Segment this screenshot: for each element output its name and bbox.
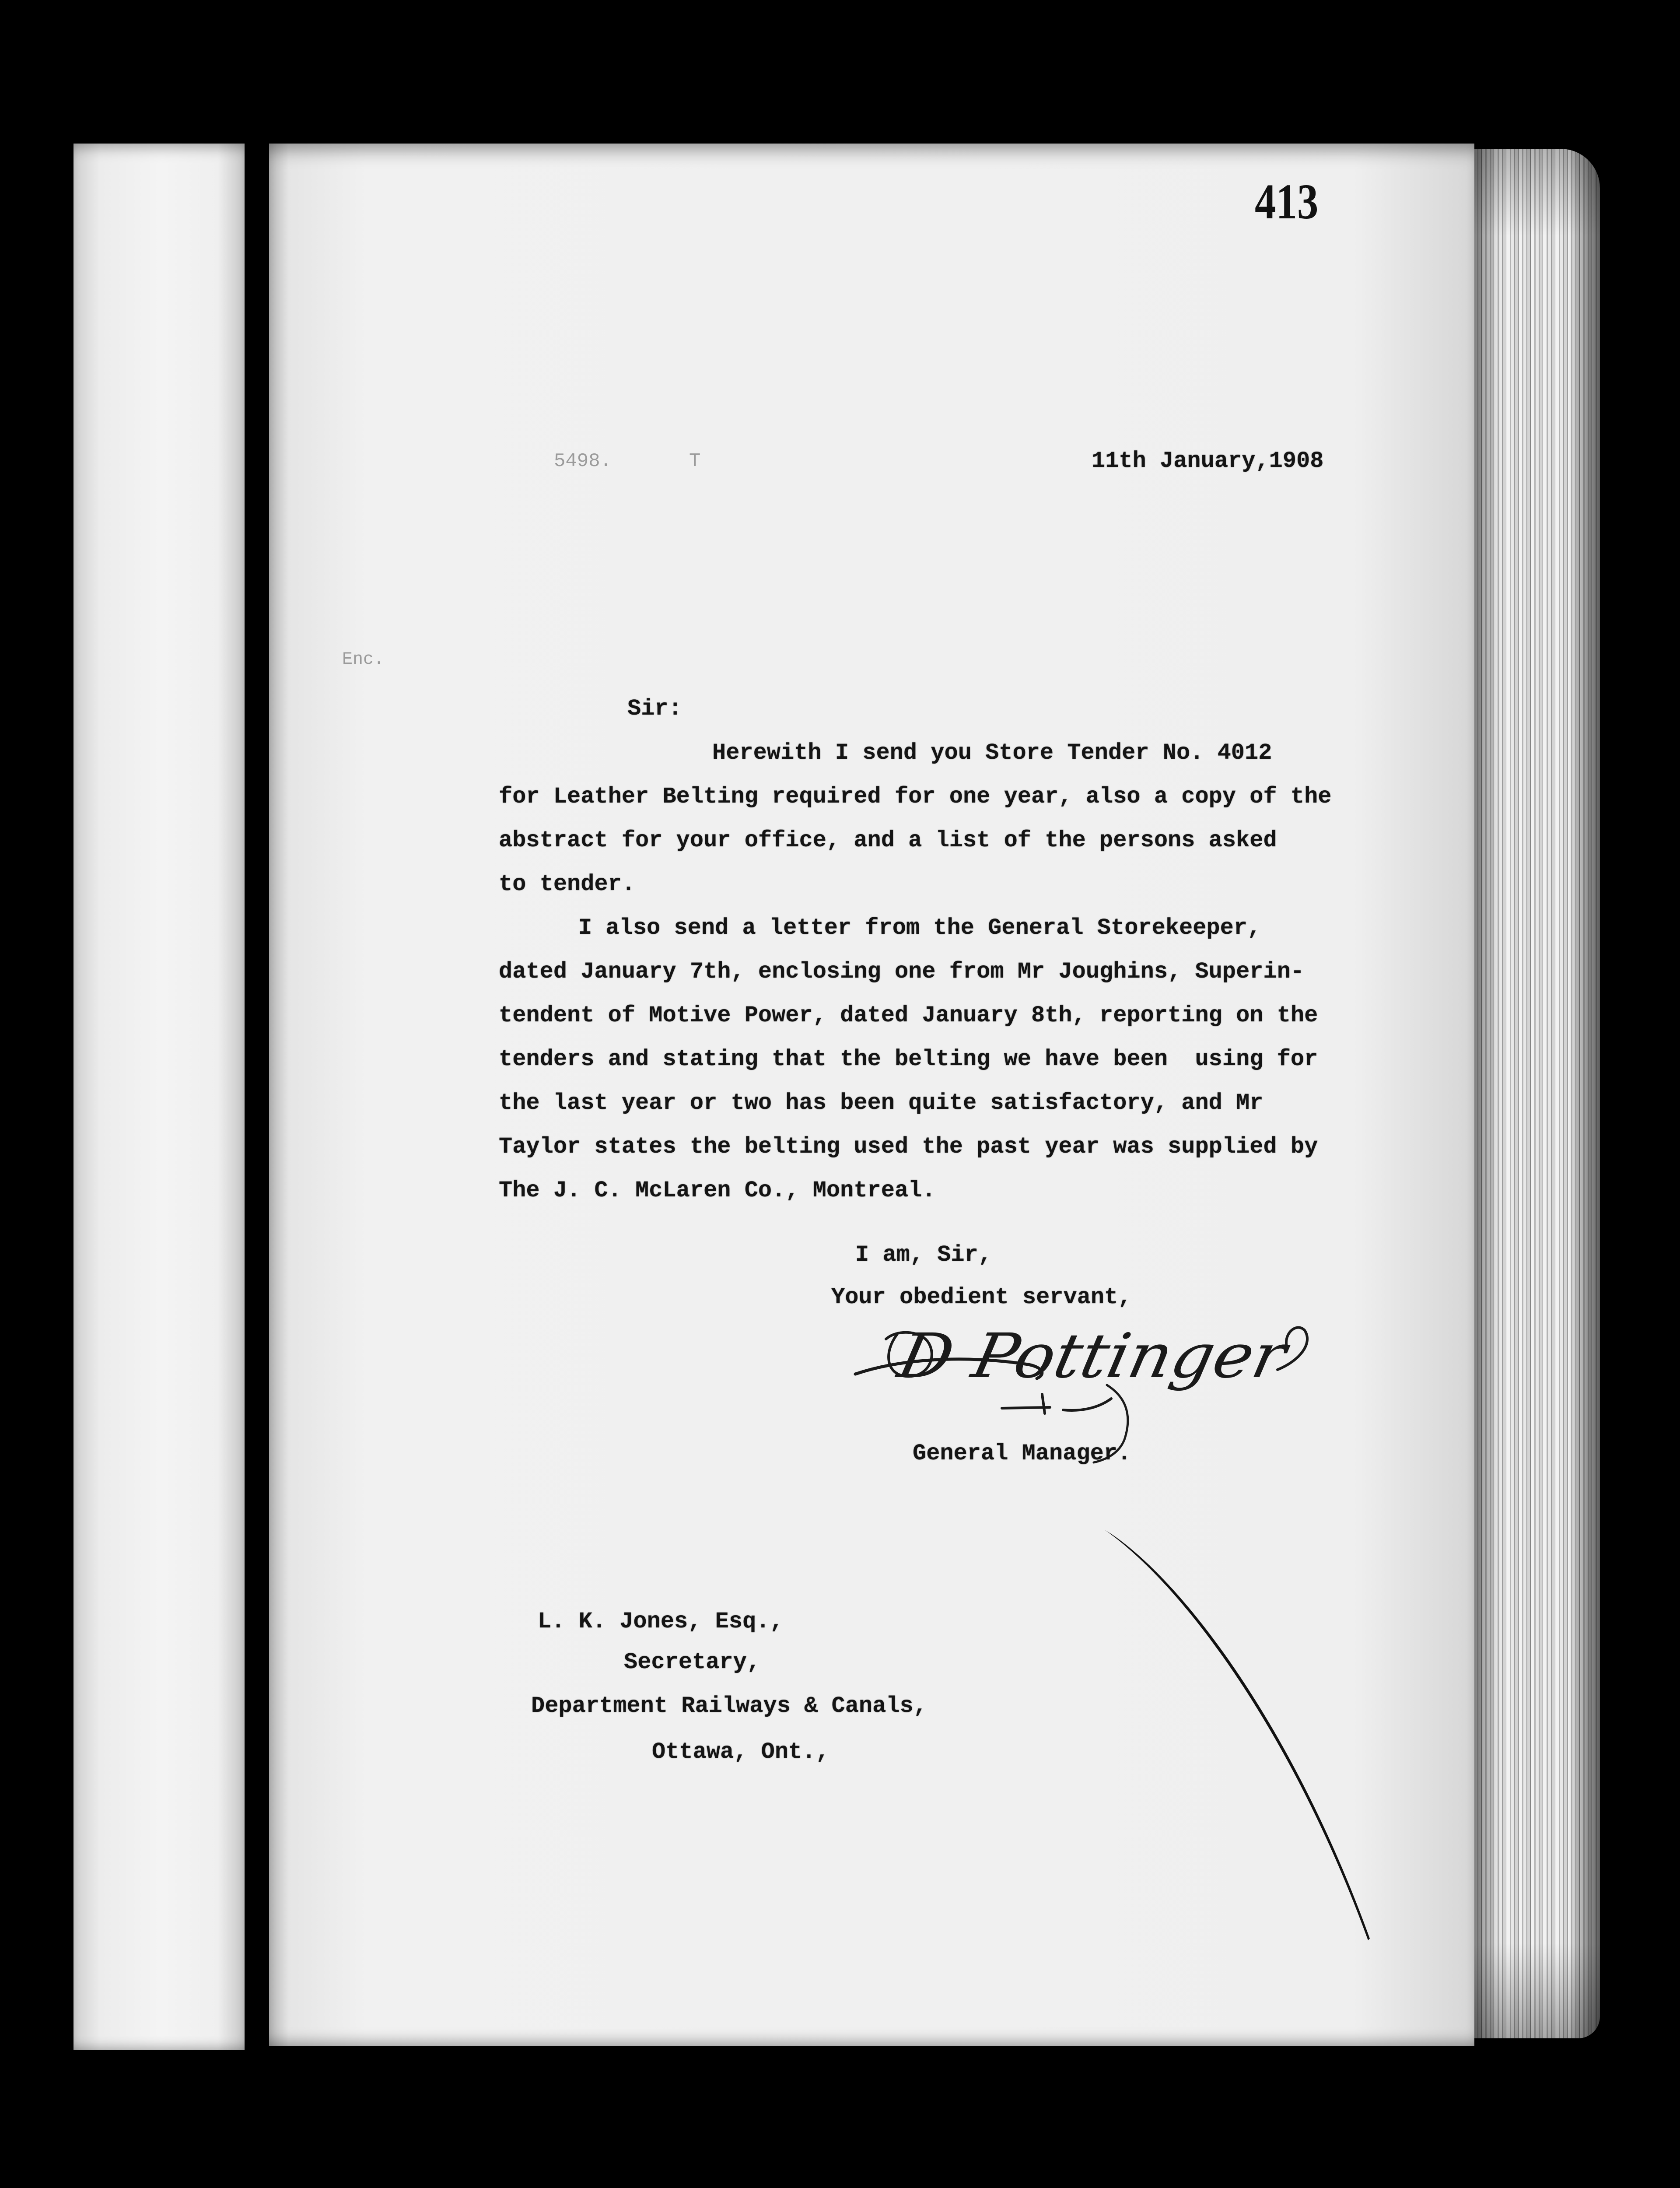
reference-number: 5498. — [554, 450, 612, 472]
body-line: tenders and stating that the belting we have been using for — [499, 1046, 1318, 1072]
signature-text: D Pottinger — [892, 1321, 1265, 1392]
addressee-line: Department Railways & Canals, — [531, 1693, 927, 1719]
signatory-title: General Manager. — [913, 1441, 1131, 1466]
left-page-strip — [74, 144, 245, 2050]
body-line: to tender. — [499, 871, 636, 897]
letter-page — [269, 144, 1474, 2046]
reference-mark: T — [689, 450, 701, 472]
body-line: Herewith I send you Store Tender No. 4012 — [712, 740, 1272, 766]
salutation: Sir: — [627, 696, 682, 722]
closing-line: Your obedient servant, — [831, 1284, 1132, 1310]
letter-body — [499, 731, 1332, 1213]
pen-stroke-mark — [1078, 1509, 1407, 1968]
letter-date: 11th January,1908 — [1092, 448, 1324, 474]
body-line: for Leather Belting required for one year, also a copy of the — [499, 784, 1332, 810]
body-line: I also send a letter from the General Storekeeper, — [578, 915, 1261, 941]
page-edge-stack — [1474, 149, 1600, 2038]
addressee-line: L. K. Jones, Esq., — [538, 1609, 784, 1634]
body-line: The J. C. McLaren Co., Montreal. — [499, 1178, 936, 1203]
enclosure-note: Enc. — [342, 650, 385, 670]
closing-line: I am, Sir, — [855, 1242, 992, 1268]
body-line: abstract for your office, and a list of the persons asked — [499, 828, 1277, 853]
body-line: the last year or two has been quite satisfactory, and Mr — [499, 1090, 1264, 1116]
body-line: dated January 7th, enclosing one from Mr Joughins, Superin- — [499, 959, 1305, 985]
addressee-line: Ottawa, Ont., — [652, 1739, 830, 1765]
body-line: Taylor states the belting used the past year was supplied by — [499, 1134, 1318, 1160]
body-line: tendent of Motive Power, dated January 8th, reporting on the — [499, 1003, 1318, 1028]
page-number: 413 — [1255, 174, 1319, 229]
addressee-line: Secretary, — [624, 1649, 761, 1675]
